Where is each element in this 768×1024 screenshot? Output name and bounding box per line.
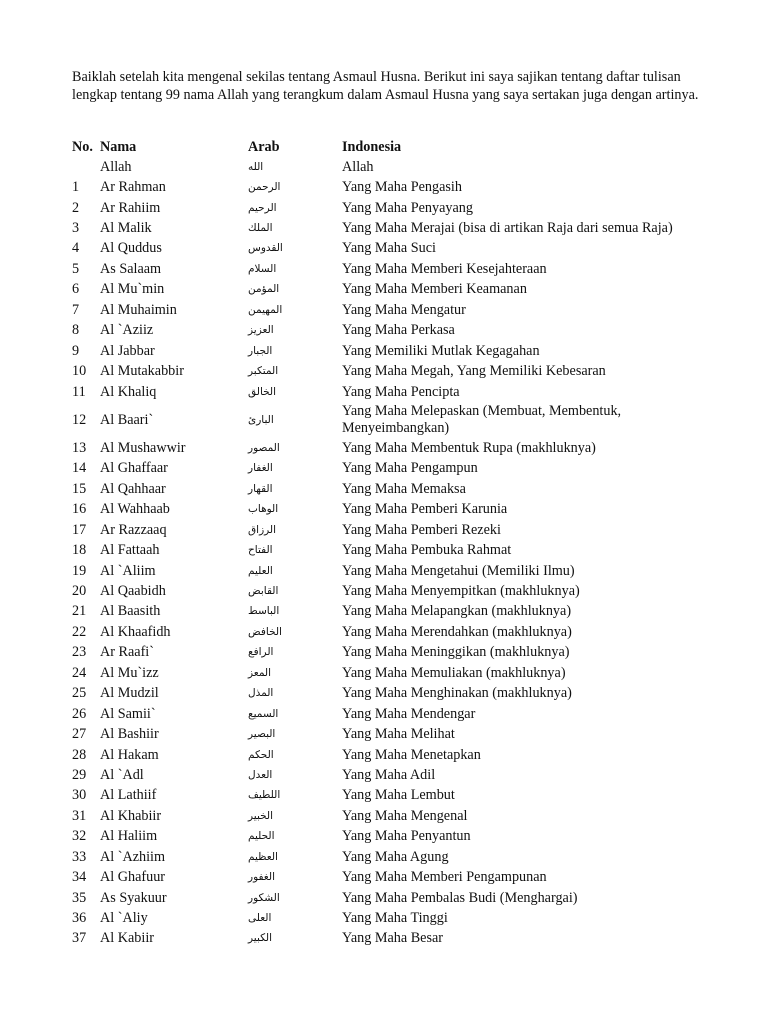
row-arab — [248, 218, 342, 238]
row-arab — [248, 581, 342, 601]
row-indonesia: Yang Maha Adil — [342, 766, 436, 783]
arabic-text: العزيز — [248, 324, 274, 337]
row-indonesia: Yang Maha Melapangkan (makhluknya) — [342, 603, 572, 620]
row-number: 21 — [72, 603, 87, 620]
row-indonesia: Yang Maha Pemberi Rezeki — [342, 521, 501, 538]
row-nama: Al Samii` — [100, 705, 156, 722]
row-indonesia: Yang Maha Merendahkan (makhluknya) — [342, 623, 572, 640]
row-number — [72, 157, 100, 177]
row-nama: Al Mu`min — [100, 281, 165, 298]
row-indonesia: Yang Maha Menyempitkan (makhluknya) — [342, 583, 580, 600]
arabic-text: السميع — [248, 707, 279, 720]
row-indonesia: Yang Maha Lembut — [342, 787, 455, 804]
row-arab — [248, 888, 342, 908]
intro-text: Baiklah setelah kita mengenal sekilas tentang Asmaul Husna. Berikut ini saya sajikan tentang daftar tulisan lengkap tentang 99 nama Allah yang terangkum dalam Asmaul Husna yang saya sertakan juga dengan artinya. — [72, 69, 699, 103]
row-arab — [248, 479, 342, 499]
arabic-text: الرحيم — [248, 201, 277, 214]
table-row — [72, 540, 714, 560]
table-row — [72, 479, 714, 499]
header-no: No. — [72, 138, 93, 155]
row-number: 16 — [72, 501, 87, 518]
row-nama: Al Khaliq — [100, 383, 157, 400]
row-arab — [248, 786, 342, 806]
table-row — [72, 341, 714, 361]
table-row — [72, 806, 714, 826]
row-number: 36 — [72, 910, 87, 927]
row-arab — [248, 459, 342, 479]
row-indonesia: Yang Maha Agung — [342, 848, 449, 865]
row-nama: As Salaam — [100, 260, 162, 277]
row-arab — [248, 745, 342, 765]
arabic-text: الخبير — [248, 809, 274, 822]
table-row — [72, 239, 714, 259]
row-indonesia: Yang Maha Menghinakan (makhluknya) — [342, 685, 572, 702]
row-nama: Al Mu`izz — [100, 664, 159, 681]
row-arab — [248, 520, 342, 540]
row-number: 1 — [72, 179, 80, 196]
arabic-text: الغفور — [248, 871, 275, 884]
table-row — [72, 786, 714, 806]
table-row — [72, 908, 714, 928]
row-arab — [248, 157, 342, 177]
row-number: 31 — [72, 807, 87, 824]
arabic-text: المذل — [248, 687, 274, 700]
row-indonesia: Yang Maha Menetapkan — [342, 746, 481, 763]
row-nama: Al Khaafidh — [100, 623, 171, 640]
arabic-text: الله — [248, 160, 264, 173]
row-number: 29 — [72, 766, 87, 783]
table-row — [72, 300, 714, 320]
table-row — [72, 888, 714, 908]
row-number: 34 — [72, 869, 87, 886]
table-row — [72, 157, 714, 177]
table-row — [72, 402, 714, 438]
row-number: 17 — [72, 521, 87, 538]
row-indonesia: Yang Maha Mengetahui (Memiliki Ilmu) — [342, 562, 575, 579]
table-row — [72, 438, 714, 458]
row-nama: Al Qahhaar — [100, 480, 166, 497]
arabic-text: البصير — [248, 728, 276, 741]
row-number: 35 — [72, 889, 87, 906]
table-row — [72, 827, 714, 847]
row-indonesia: Yang Maha Mendengar — [342, 705, 476, 722]
row-nama: Al Wahhaab — [100, 501, 170, 518]
arabic-text: المعز — [248, 666, 272, 679]
table-row — [72, 867, 714, 887]
row-indonesia: Yang Maha Pemberi Karunia — [342, 501, 508, 518]
row-indonesia: Yang Maha Melihat — [342, 726, 455, 743]
table-row — [72, 520, 714, 540]
table-row — [72, 929, 714, 949]
row-number: 23 — [72, 644, 87, 661]
row-arab — [248, 402, 342, 438]
row-arab — [248, 602, 342, 622]
arabic-text: القهار — [248, 482, 273, 495]
row-indonesia: Yang Maha Tinggi — [342, 910, 448, 927]
table-row — [72, 724, 714, 744]
table-row — [72, 643, 714, 663]
arabic-text: الوهاب — [248, 503, 279, 516]
row-arab — [248, 622, 342, 642]
row-nama: Al `Aliy — [100, 910, 148, 927]
row-nama: Al Mudzil — [100, 685, 159, 702]
arabic-text: الحليم — [248, 830, 275, 843]
asmaul-husna-table — [72, 137, 714, 949]
arabic-text: البارئ — [248, 413, 274, 426]
row-indonesia: Yang Maha Pengampun — [342, 460, 478, 477]
arabic-text: اللطيف — [248, 789, 281, 802]
row-nama: Al Baasith — [100, 603, 161, 620]
row-arab — [248, 198, 342, 218]
table-row — [72, 198, 714, 218]
row-arab — [248, 765, 342, 785]
arabic-text: المؤمن — [248, 283, 280, 296]
row-nama: Ar Rahman — [100, 179, 166, 196]
arabic-text: الشكور — [248, 891, 280, 904]
row-indonesia: Yang Maha Melepaskan (Membuat, Membentuk, Menyeimbangkan) — [342, 403, 622, 437]
table-row — [72, 280, 714, 300]
row-number: 30 — [72, 787, 87, 804]
row-arab — [248, 827, 342, 847]
arabic-text: الرافع — [248, 646, 274, 659]
row-arab — [248, 321, 342, 341]
table-row — [72, 847, 714, 867]
row-arab — [248, 867, 342, 887]
arabic-text: العظيم — [248, 850, 278, 863]
row-number: 13 — [72, 439, 87, 456]
table-row — [72, 663, 714, 683]
row-indonesia: Yang Maha Meninggikan (makhluknya) — [342, 644, 570, 661]
row-arab — [248, 239, 342, 259]
row-nama: Al `Adl — [100, 766, 144, 783]
row-indonesia: Yang Maha Pembalas Budi (Menghargai) — [342, 889, 578, 906]
row-indonesia: Yang Maha Besar — [342, 930, 444, 947]
intro-paragraph — [72, 68, 712, 104]
row-indonesia: Yang Maha Memuliakan (makhluknya) — [342, 664, 566, 681]
row-number: 9 — [72, 342, 80, 359]
row-number: 27 — [72, 726, 87, 743]
row-indonesia: Yang Maha Merajai (bisa di artikan Raja dari semua Raja) — [342, 220, 673, 237]
row-indonesia: Yang Memiliki Mutlak Kegagahan — [342, 342, 540, 359]
table-row — [72, 622, 714, 642]
row-indonesia: Yang Maha Pencipta — [342, 383, 460, 400]
row-arab — [248, 847, 342, 867]
row-indonesia: Yang Maha Memaksa — [342, 480, 466, 497]
arabic-text: الرزاق — [248, 523, 277, 536]
row-arab — [248, 704, 342, 724]
header-nama: Nama — [100, 138, 137, 155]
table-row — [72, 259, 714, 279]
row-arab — [248, 540, 342, 560]
row-number: 19 — [72, 562, 87, 579]
row-arab — [248, 259, 342, 279]
row-indonesia: Yang Maha Mengenal — [342, 807, 468, 824]
row-nama: Al Khabiir — [100, 807, 162, 824]
row-indonesia: Yang Maha Mengatur — [342, 301, 466, 318]
row-arab — [248, 280, 342, 300]
row-nama: Al `Aliim — [100, 562, 156, 579]
table-header — [72, 137, 714, 157]
arabic-text: العدل — [248, 768, 273, 781]
row-arab — [248, 724, 342, 744]
table-row — [72, 177, 714, 197]
row-indonesia: Yang Maha Suci — [342, 240, 436, 257]
arabic-text: القدوس — [248, 242, 283, 255]
row-arab — [248, 382, 342, 402]
row-indonesia: Yang Maha Memberi Pengampunan — [342, 869, 547, 886]
row-nama: Al `Azhiim — [100, 848, 166, 865]
row-indonesia: Yang Maha Memberi Keamanan — [342, 281, 527, 298]
table-row — [72, 321, 714, 341]
arabic-text: الرحمن — [248, 181, 281, 194]
row-number: 25 — [72, 685, 87, 702]
row-number: 20 — [72, 583, 87, 600]
row-indonesia: Yang Maha Pengasih — [342, 179, 462, 196]
arabic-text: الكبير — [248, 932, 273, 945]
row-number: 8 — [72, 322, 80, 339]
row-arab — [248, 438, 342, 458]
row-nama: Al `Aziiz — [100, 322, 154, 339]
row-nama: Al Bashiir — [100, 726, 159, 743]
row-number: 28 — [72, 746, 87, 763]
row-indonesia: Yang Maha Pembuka Rahmat — [342, 542, 512, 559]
row-number: 4 — [72, 240, 80, 257]
row-number: 22 — [72, 623, 87, 640]
arabic-text: الجبار — [248, 344, 273, 357]
row-arab — [248, 684, 342, 704]
row-nama: Al Kabiir — [100, 930, 154, 947]
row-number: 37 — [72, 930, 87, 947]
table-body — [72, 157, 714, 949]
arabic-text: القابض — [248, 585, 279, 598]
row-number: 10 — [72, 363, 87, 380]
row-number: 3 — [72, 220, 80, 237]
row-nama: Al Lathiif — [100, 787, 157, 804]
row-arab — [248, 300, 342, 320]
row-nama: Al Quddus — [100, 240, 162, 257]
table-row — [72, 765, 714, 785]
row-number: 7 — [72, 301, 80, 318]
arabic-text: المهيمن — [248, 303, 283, 316]
row-number: 18 — [72, 542, 87, 559]
row-nama: Al Mushawwir — [100, 439, 186, 456]
row-nama: Al Muhaimin — [100, 301, 177, 318]
header-arab: Arab — [248, 138, 280, 155]
table-row — [72, 218, 714, 238]
table-row — [72, 704, 714, 724]
row-indonesia: Allah — [342, 158, 374, 175]
row-number: 33 — [72, 848, 87, 865]
row-arab — [248, 643, 342, 663]
table-row — [72, 602, 714, 622]
row-indonesia: Yang Maha Membentuk Rupa (makhluknya) — [342, 439, 596, 456]
table-row — [72, 361, 714, 381]
row-arab — [248, 663, 342, 683]
table-row — [72, 561, 714, 581]
row-number: 11 — [72, 383, 86, 400]
row-indonesia: Yang Maha Penyantun — [342, 828, 471, 845]
row-number: 14 — [72, 460, 87, 477]
row-number: 26 — [72, 705, 87, 722]
row-nama: Allah — [100, 158, 132, 175]
row-indonesia: Yang Maha Megah, Yang Memiliki Kebesaran — [342, 363, 606, 380]
table-row — [72, 500, 714, 520]
arabic-text: المتكبر — [248, 365, 279, 378]
arabic-text: الخافض — [248, 625, 282, 638]
row-arab — [248, 361, 342, 381]
arabic-text: العلى — [248, 912, 272, 925]
table-row — [72, 684, 714, 704]
table-row — [72, 382, 714, 402]
row-nama: Al Haliim — [100, 828, 158, 845]
row-nama: Al Hakam — [100, 746, 159, 763]
arabic-text: العليم — [248, 564, 273, 577]
row-nama: Al Jabbar — [100, 342, 155, 359]
row-nama: As Syakuur — [100, 889, 167, 906]
arabic-text: الحكم — [248, 748, 274, 761]
row-arab — [248, 806, 342, 826]
row-number: 2 — [72, 199, 80, 216]
row-arab — [248, 929, 342, 949]
row-nama: Ar Rahiim — [100, 199, 161, 216]
row-number: 12 — [72, 411, 87, 428]
row-nama: Al Qaabidh — [100, 583, 166, 600]
row-indonesia: Yang Maha Memberi Kesejahteraan — [342, 260, 547, 277]
row-nama: Ar Raafi` — [100, 644, 154, 661]
arabic-text: الفتاح — [248, 544, 273, 557]
row-arab — [248, 561, 342, 581]
row-arab — [248, 908, 342, 928]
row-nama: Ar Razzaaq — [100, 521, 167, 538]
arabic-text: الخالق — [248, 385, 277, 398]
row-arab — [248, 500, 342, 520]
table-row — [72, 581, 714, 601]
row-nama: Al Malik — [100, 220, 152, 237]
table-row — [72, 745, 714, 765]
row-number: 15 — [72, 480, 87, 497]
row-number: 24 — [72, 664, 87, 681]
arabic-text: السلام — [248, 262, 277, 275]
row-number: 5 — [72, 260, 80, 277]
row-nama: Al Baari` — [100, 411, 154, 428]
arabic-text: الغفار — [248, 462, 273, 475]
arabic-text: الباسط — [248, 605, 280, 618]
arabic-text: الملك — [248, 222, 273, 235]
row-indonesia: Yang Maha Penyayang — [342, 199, 473, 216]
table-row — [72, 459, 714, 479]
row-number: 32 — [72, 828, 87, 845]
table-header-row — [72, 137, 714, 157]
header-indonesia: Indonesia — [342, 138, 402, 155]
arabic-text: المصور — [248, 441, 280, 454]
row-arab — [248, 177, 342, 197]
row-nama: Al Mutakabbir — [100, 363, 184, 380]
row-nama: Al Fattaah — [100, 542, 160, 559]
row-nama: Al Ghaffaar — [100, 460, 168, 477]
row-arab — [248, 341, 342, 361]
row-number: 6 — [72, 281, 80, 298]
row-indonesia: Yang Maha Perkasa — [342, 322, 455, 339]
row-nama: Al Ghafuur — [100, 869, 166, 886]
